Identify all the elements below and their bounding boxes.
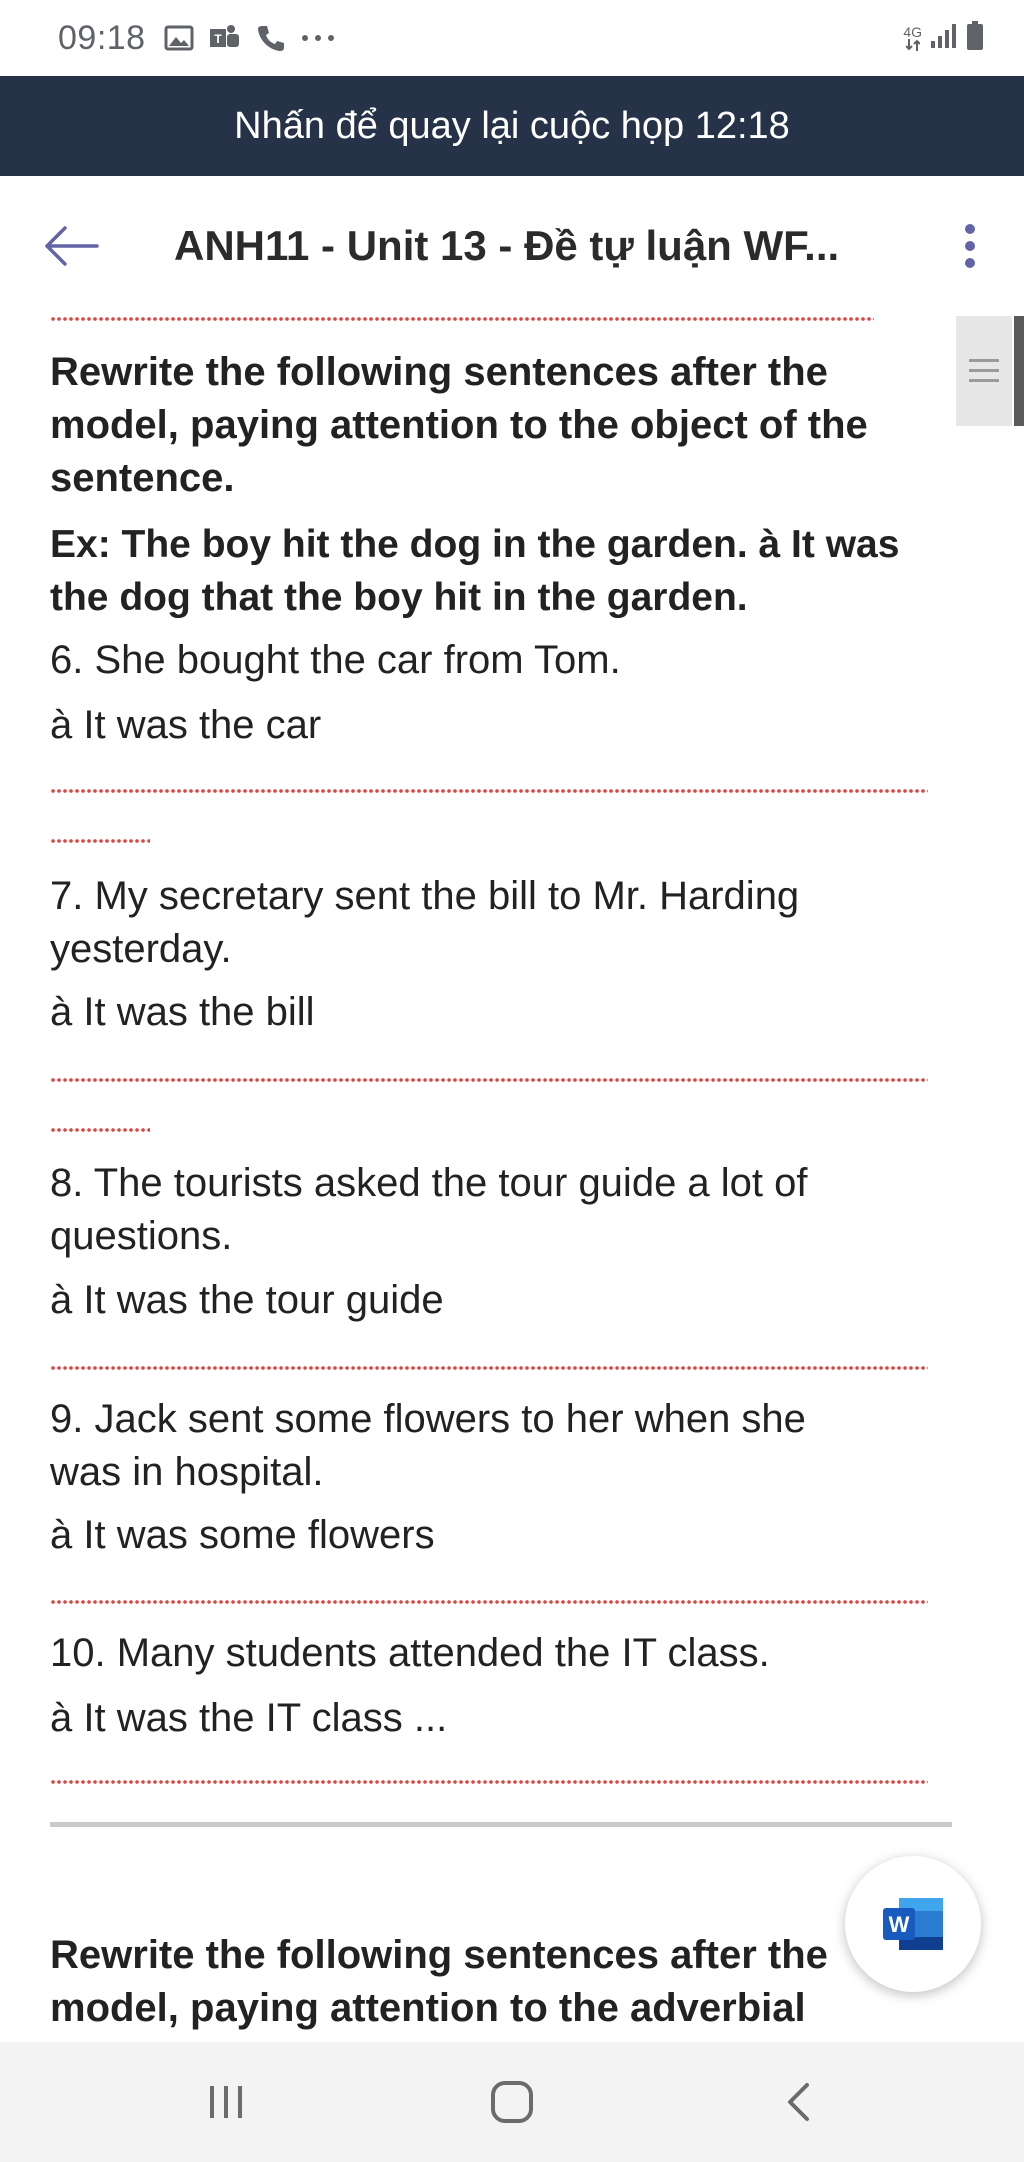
chevron-left-icon	[783, 2082, 813, 2122]
question-8	[50, 1157, 808, 1263]
answer-dotted-line	[50, 1365, 928, 1371]
instruction-line: Rewrite the following sentences after the	[50, 350, 828, 394]
instruction-line: sentence.	[50, 456, 235, 500]
question-line: yesterday.	[50, 927, 232, 971]
question-9	[50, 1393, 806, 1499]
answer-dotted-line	[50, 1599, 928, 1605]
question-line: was in hospital.	[50, 1450, 324, 1494]
status-time: 09:18	[58, 18, 146, 57]
answer-dotted-line	[50, 1779, 928, 1785]
system-navigation-bar	[0, 2042, 1024, 2162]
question-line: 7. My secretary sent the bill to Mr. Harding	[50, 874, 800, 918]
status-notification-icons	[164, 23, 336, 53]
example-sentence	[50, 518, 899, 624]
scrollbar-track[interactable]	[1014, 316, 1024, 426]
scrollbar-thumb[interactable]	[956, 316, 1012, 426]
phone-icon	[256, 23, 286, 53]
answer-dotted-line	[50, 1077, 928, 1083]
status-bar	[0, 0, 1024, 76]
answer-6-prompt: à It was the car	[50, 703, 322, 747]
page-divider	[50, 1822, 952, 1827]
image-icon	[164, 24, 194, 52]
more-vertical-icon	[963, 223, 977, 269]
system-back-button[interactable]	[768, 2072, 828, 2132]
app-header	[0, 176, 1024, 316]
signal-icon	[930, 23, 958, 54]
question-10: 10. Many students attended the IT class.	[50, 1631, 770, 1675]
word-icon	[881, 1896, 945, 1952]
question-line: 9. Jack sent some flowers to her when she	[50, 1397, 806, 1441]
drag-handle-icon	[969, 357, 999, 385]
battery-icon	[966, 21, 984, 56]
answer-9-prompt: à It was some flowers	[50, 1513, 435, 1557]
recent-apps-button[interactable]	[196, 2072, 256, 2132]
instruction-object	[50, 346, 868, 505]
answer-dotted-line	[50, 788, 928, 794]
back-button[interactable]	[36, 211, 106, 281]
question-line: questions.	[50, 1214, 233, 1258]
instruction-line: model, paying attention to the adverbial	[50, 1986, 806, 2030]
instruction-line: Rewrite the following sentences after the	[50, 1933, 828, 1977]
instruction-adverbial	[50, 1929, 828, 2035]
arrow-left-icon	[43, 226, 99, 266]
svg-text:T: T	[213, 32, 222, 46]
return-to-meeting-banner[interactable]	[0, 76, 1024, 176]
meeting-banner-text: Nhấn để quay lại cuộc họp 12:18	[234, 104, 790, 147]
example-line: Ex: The boy hit the dog in the garden. à It was	[50, 523, 900, 566]
answer-10-prompt: à It was the IT class ...	[50, 1696, 448, 1740]
open-in-word-button[interactable]	[845, 1856, 981, 1992]
instruction-line: model, paying attention to the object of the	[50, 403, 868, 447]
question-6: 6. She bought the car from Tom.	[50, 638, 621, 682]
answer-8-prompt: à It was the tour guide	[50, 1278, 444, 1322]
question-7	[50, 870, 799, 976]
home-button[interactable]	[482, 2072, 542, 2132]
more-options-button[interactable]	[944, 211, 996, 281]
answer-dotted-line	[50, 838, 150, 844]
status-system-icons	[903, 21, 984, 56]
answer-dotted-line	[50, 316, 874, 322]
teams-icon	[208, 23, 242, 53]
answer-dotted-line	[50, 1127, 150, 1133]
example-line: the dog that the boy hit in the garden.	[50, 576, 748, 619]
question-line: 8. The tourists asked the tour guide a lot of	[50, 1161, 808, 1205]
network-type-icon	[903, 25, 922, 51]
more-dots-icon	[300, 33, 336, 43]
svg-text:W: W	[888, 1912, 910, 1937]
answer-7-prompt: à It was the bill	[50, 990, 315, 1034]
recent-apps-icon	[206, 2084, 246, 2120]
document-title: ANH11 - Unit 13 - Đề tự luận WF...	[174, 222, 840, 269]
document-viewer[interactable]	[0, 316, 1024, 2042]
home-icon	[489, 2079, 535, 2125]
network-type-label: 4G	[903, 24, 922, 40]
